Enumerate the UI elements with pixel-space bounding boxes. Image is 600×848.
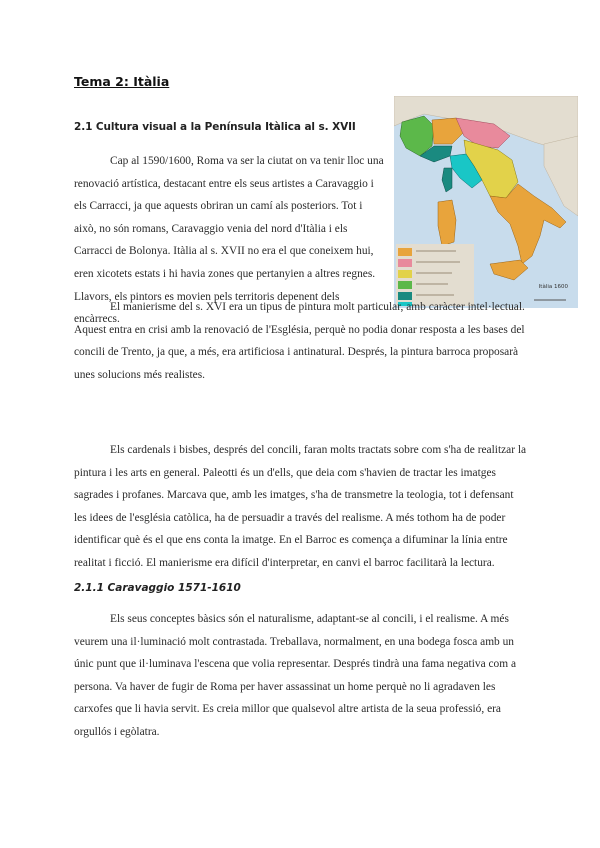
map-svg — [394, 96, 578, 308]
map-of-italy-1600 — [394, 96, 578, 308]
legend-swatch-spanish — [398, 248, 412, 256]
paragraph-4: Els seus conceptes bàsics són el naturalisme, adaptant-se al concili, i el realisme. A més veurem una il·luminació molt contrastada. Treballava, normalment, en una bodega fosca amb un únic punt que il·luminava l'escena que volia representar. Després tindrà una fama negativa com a persona. Va haver de fugir de Roma per haver assassinat un home perquè no li agradaven les carxofes que li havia servit. Es creia millor que qualsevol altre artista de la seua professió, era orgullós i egòlatra. — [74, 613, 517, 738]
paragraph-1: Cap al 1590/1600, Roma va ser la ciutat on va tenir lloc una renovació artística, destacant entre els seus artistes a Caravaggio i els Carracci, ja que aquests obriran un camí als posteriors. Tot i això, no són romans, Caravaggio venia del nord d'Itàlia i els Carracci de Bolonya. Itàlia al s. XVII no era el que coneixem hui, eren xicotets estats i hi havia zones que pertanyien a altres regnes. Llavors, els pintors es movien pels territoris depenent dels encàrrecs. — [74, 155, 384, 326]
subsection-heading: 2.1.1 Caravaggio 1571-1610 — [74, 582, 241, 594]
sardinia-region — [438, 200, 456, 246]
section-heading: 2.1 Cultura visual a la Península Itàlica al s. XVII — [74, 121, 356, 133]
sicily-region — [490, 260, 528, 280]
document-title: Tema 2: Itàlia — [74, 74, 170, 89]
legend-swatch-papal — [398, 270, 412, 278]
paragraph-3: Els cardenals i bisbes, després del concili, faran molts tractats sobre com s'ha de realitzar la pintura i les arts en general. Paleotti és un d'ells, que deia com s'havien de tractar les imatges sagrades i profanes. Marcava que, amb les imatges, s'ha de transmetre la teologia, tot i defensant les idees de l'església catòlica, ha de persuadir a través del realisme. A més tothom ha de poder identificar què és el que ens conta la imatge. En el Barroc es comença a difuminar la línia entre realitat i ficció. El manierisme era difícil d'interpretar, en canvi el barroc facilitarà la lectura. — [74, 444, 527, 569]
legend-swatch-venice — [398, 259, 412, 267]
map-caption: Itàlia 1600 — [538, 284, 568, 290]
legend-swatch-savoy — [398, 281, 412, 289]
paragraph-2: El manierisme del s. XVI era un tipus de pintura molt particular, amb caràcter intel·lectual. Aquest entra en crisi amb la renovació de l'Església, perquè no podia donar resposta a les bases del concili de Trento, ja que, a més, era artificiosa i antinatural. Després, la pintura barroca proposarà unes solucions més realistes. — [74, 301, 525, 381]
corsica-region — [442, 168, 452, 192]
balkans-land — [544, 136, 578, 216]
